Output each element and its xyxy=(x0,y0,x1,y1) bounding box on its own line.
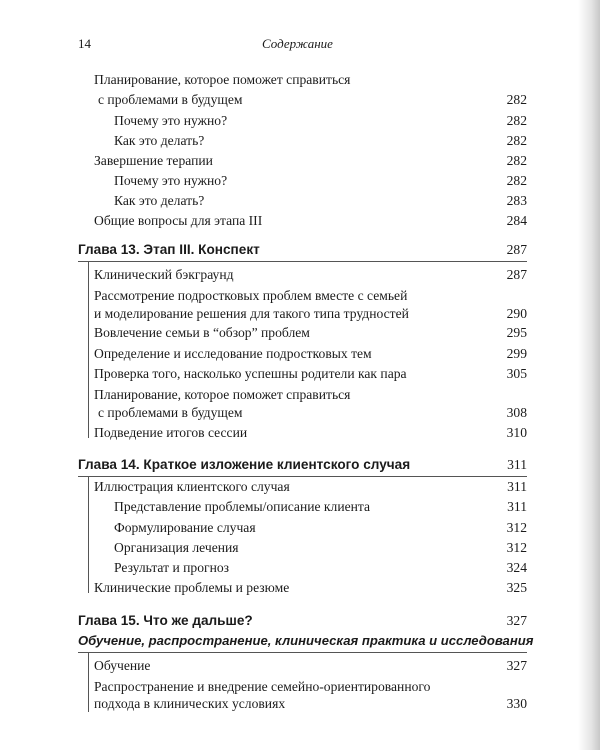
toc-entry-title: Обучение xyxy=(94,658,151,673)
toc-entry-title: Общие вопросы для этапа III xyxy=(94,213,263,228)
toc-page-number: 284 xyxy=(506,213,527,228)
toc-page-number: 283 xyxy=(506,193,527,208)
toc-page-number: 330 xyxy=(506,696,527,711)
toc-page-number: 305 xyxy=(506,366,527,381)
toc-page-number: 311 xyxy=(507,479,527,494)
chapter-bracket xyxy=(88,476,89,593)
toc-page-number: 282 xyxy=(506,113,527,128)
toc-page-number: 287 xyxy=(506,267,527,282)
chapter-title: Глава 15. Что же дальше? xyxy=(78,613,253,628)
toc-entry-title: подхода в клинических условиях xyxy=(94,696,286,711)
toc-entry-title: Вовлечение семьи в “обзор” проблем xyxy=(94,325,310,340)
toc-page-number: 324 xyxy=(506,560,527,575)
toc-page-number: 325 xyxy=(506,580,527,595)
page-number: 14 xyxy=(78,36,91,51)
toc-entry-title: Организация лечения xyxy=(114,540,239,555)
toc-entry-title: и моделирование решения для такого типа трудностей xyxy=(94,306,409,321)
toc-entry-title: Подведение итогов сессии xyxy=(94,425,248,440)
toc-page-number: 282 xyxy=(506,153,527,168)
toc-page-number: 312 xyxy=(506,520,527,535)
toc-page-number: 327 xyxy=(506,658,527,673)
toc-page-number: 299 xyxy=(506,346,527,361)
chapter-rule xyxy=(78,652,527,653)
toc-entry-title: Почему это нужно? xyxy=(114,173,228,188)
toc-entry-title: Определение и исследование подростковых тем xyxy=(94,346,372,361)
toc-entry-title: Как это делать? xyxy=(114,133,205,148)
toc-entry-title: Как это делать? xyxy=(114,193,205,208)
toc-page-number: 310 xyxy=(506,425,527,440)
toc-entry-title: Планирование, которое поможет справиться xyxy=(94,72,351,87)
toc-page-number: 282 xyxy=(506,92,527,107)
toc-page-number: 311 xyxy=(507,457,527,472)
toc-entry-title: Рассмотрение подростковых проблем вместе с семьей xyxy=(94,288,408,303)
chapter-title: Глава 14. Краткое изложение клиентского случая xyxy=(78,457,411,472)
toc-entry-title: Результат и прогноз xyxy=(114,560,230,575)
toc-entry-title: Клинические проблемы и резюме xyxy=(94,580,290,595)
toc-entry-title: Распространение и внедрение семейно-ориентированного xyxy=(94,679,431,694)
chapter-title: Глава 13. Этап III. Конспект xyxy=(78,242,260,257)
toc-page-number: 308 xyxy=(506,405,527,420)
toc-page-number: 311 xyxy=(507,499,527,514)
toc-entry-title: с проблемами в будущем xyxy=(98,405,243,420)
toc-page-number: 295 xyxy=(506,325,527,340)
toc-entry-title: Клинический бэкграунд xyxy=(94,267,234,282)
toc-entry-title: Завершение терапии xyxy=(94,153,213,168)
toc-entry-title: Формулирование случая xyxy=(114,520,256,535)
toc-page-number: 282 xyxy=(506,173,527,188)
toc-entry-title: Иллюстрация клиентского случая xyxy=(94,479,290,494)
toc-entry-title: Планирование, которое поможет справиться xyxy=(94,387,351,402)
toc-entry-title: Представление проблемы/описание клиента xyxy=(114,499,371,514)
toc-page-number: 312 xyxy=(506,540,527,555)
toc-entry-title: Почему это нужно? xyxy=(114,113,228,128)
chapter-rule xyxy=(78,261,527,262)
toc-page-number: 287 xyxy=(506,242,527,257)
toc-entry-title: с проблемами в будущем xyxy=(98,92,243,107)
running-header: Содержание xyxy=(262,36,333,51)
chapter-subtitle: Обучение, распространение, клиническая практика и исследования xyxy=(78,633,534,648)
toc-page-number: 290 xyxy=(506,306,527,321)
chapter-bracket xyxy=(88,652,89,712)
toc-entry-title: Проверка того, насколько успешны родители как пара xyxy=(94,366,407,381)
toc-page-number: 282 xyxy=(506,133,527,148)
chapter-bracket xyxy=(88,261,89,438)
toc-page-number: 327 xyxy=(506,613,527,628)
